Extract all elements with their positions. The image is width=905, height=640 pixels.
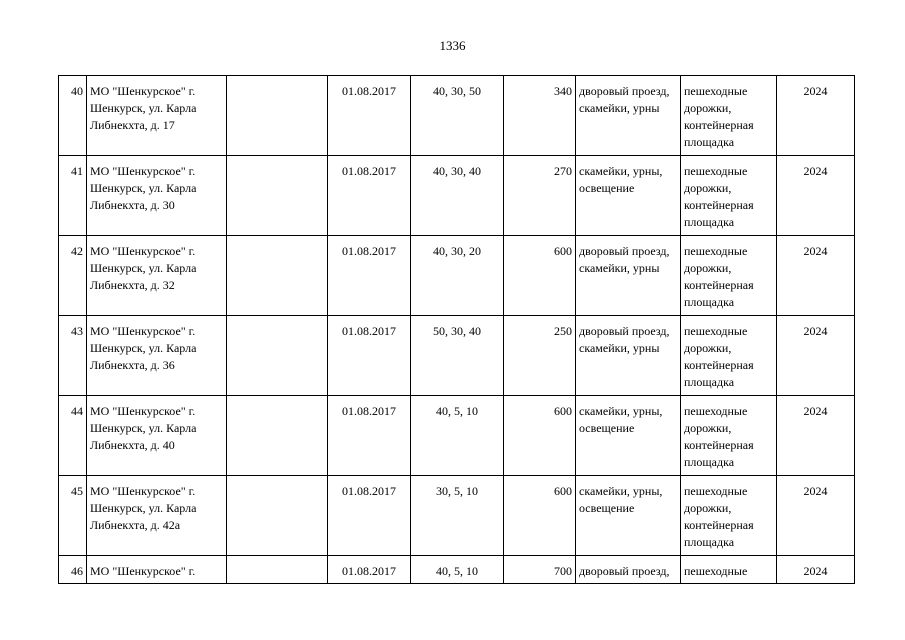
- works-cell: дворовый проезд,: [576, 556, 681, 584]
- date-cell: 01.08.2017: [328, 476, 411, 556]
- works-cell: дворовый проезд, скамейки, урны: [576, 76, 681, 156]
- date-cell: 01.08.2017: [328, 156, 411, 236]
- date-cell: 01.08.2017: [328, 76, 411, 156]
- improvements-cell: пешеходные дорожки, контейнерная площадка: [681, 76, 777, 156]
- dimensions-cell: 40, 5, 10: [411, 396, 504, 476]
- row-number-cell: 46: [59, 556, 87, 584]
- dimensions-cell: 40, 30, 40: [411, 156, 504, 236]
- row-number-cell: 45: [59, 476, 87, 556]
- works-cell: скамейки, урны, освещение: [576, 476, 681, 556]
- year-cell: 2024: [777, 156, 855, 236]
- area-cell: 700: [504, 556, 576, 584]
- empty-cell: [227, 556, 328, 584]
- improvements-cell: пешеходные: [681, 556, 777, 584]
- row-number-cell: 41: [59, 156, 87, 236]
- area-cell: 600: [504, 396, 576, 476]
- table-row: [59, 236, 855, 316]
- empty-cell: [227, 76, 328, 156]
- address-cell: МО "Шенкурское" г. Шенкурск, ул. Карла Либнекхта, д. 17: [87, 76, 227, 156]
- date-cell: 01.08.2017: [328, 396, 411, 476]
- works-cell: скамейки, урны, освещение: [576, 156, 681, 236]
- address-cell: МО "Шенкурское" г. Шенкурск, ул. Карла Либнекхта, д. 32: [87, 236, 227, 316]
- table-row: [59, 76, 855, 156]
- date-cell: 01.08.2017: [328, 556, 411, 584]
- improvements-cell: пешеходные дорожки, контейнерная площадка: [681, 396, 777, 476]
- year-cell: 2024: [777, 316, 855, 396]
- table-row: [59, 476, 855, 556]
- row-number-cell: 40: [59, 76, 87, 156]
- year-cell: 2024: [777, 76, 855, 156]
- table-row: [59, 396, 855, 476]
- empty-cell: [227, 316, 328, 396]
- improvements-cell: пешеходные дорожки, контейнерная площадка: [681, 476, 777, 556]
- empty-cell: [227, 236, 328, 316]
- table-row: [59, 316, 855, 396]
- improvements-cell: пешеходные дорожки, контейнерная площадка: [681, 316, 777, 396]
- dimensions-cell: 40, 5, 10: [411, 556, 504, 584]
- address-cell: МО "Шенкурское" г. Шенкурск, ул. Карла Либнекхта, д. 30: [87, 156, 227, 236]
- works-cell: скамейки, урны, освещение: [576, 396, 681, 476]
- year-cell: 2024: [777, 556, 855, 584]
- year-cell: 2024: [777, 476, 855, 556]
- address-cell: МО "Шенкурское" г.: [87, 556, 227, 584]
- area-cell: 250: [504, 316, 576, 396]
- address-cell: МО "Шенкурское" г. Шенкурск, ул. Карла Либнекхта, д. 42а: [87, 476, 227, 556]
- address-cell: МО "Шенкурское" г. Шенкурск, ул. Карла Либнекхта, д. 36: [87, 316, 227, 396]
- row-number-cell: 44: [59, 396, 87, 476]
- area-cell: 340: [504, 76, 576, 156]
- row-number-cell: 43: [59, 316, 87, 396]
- improvements-cell: пешеходные дорожки, контейнерная площадка: [681, 156, 777, 236]
- dimensions-cell: 40, 30, 50: [411, 76, 504, 156]
- works-cell: дворовый проезд, скамейки, урны: [576, 236, 681, 316]
- area-cell: 600: [504, 476, 576, 556]
- date-cell: 01.08.2017: [328, 316, 411, 396]
- empty-cell: [227, 156, 328, 236]
- empty-cell: [227, 476, 328, 556]
- area-cell: 600: [504, 236, 576, 316]
- works-cell: дворовый проезд, скамейки, урны: [576, 316, 681, 396]
- area-cell: 270: [504, 156, 576, 236]
- dimensions-cell: 50, 30, 40: [411, 316, 504, 396]
- dimensions-cell: 30, 5, 10: [411, 476, 504, 556]
- page-number: 1336: [439, 38, 466, 53]
- empty-cell: [227, 396, 328, 476]
- year-cell: 2024: [777, 236, 855, 316]
- year-cell: 2024: [777, 396, 855, 476]
- row-number-cell: 42: [59, 236, 87, 316]
- improvement-table: [58, 75, 855, 584]
- date-cell: 01.08.2017: [328, 236, 411, 316]
- improvements-cell: пешеходные дорожки, контейнерная площадка: [681, 236, 777, 316]
- dimensions-cell: 40, 30, 20: [411, 236, 504, 316]
- table-row: [59, 556, 855, 584]
- address-cell: МО "Шенкурское" г. Шенкурск, ул. Карла Либнекхта, д. 40: [87, 396, 227, 476]
- table-row: [59, 156, 855, 236]
